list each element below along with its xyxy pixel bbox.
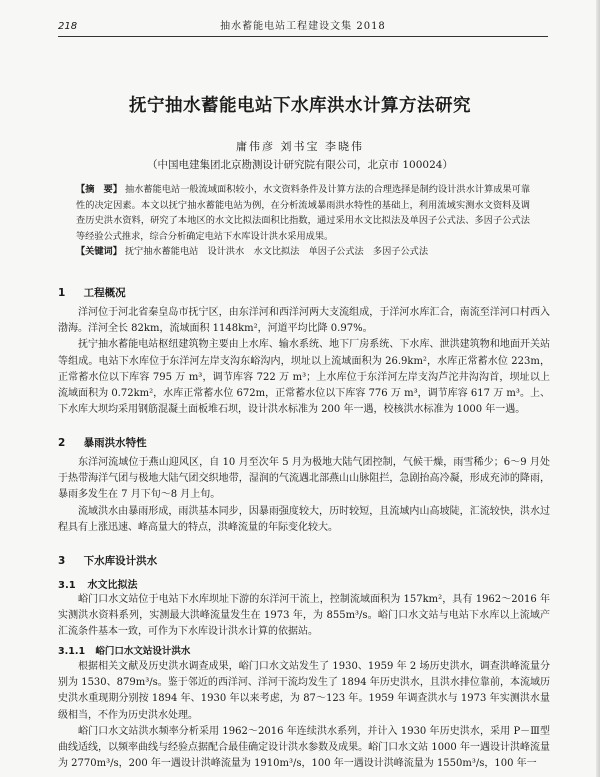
abstract-block	[76, 182, 530, 260]
section-title: 下水库设计洪水	[83, 555, 158, 567]
paragraph: 抚宁抽水蓄能电站枢纽建筑物主要由上水库、输水系统、地下厂房系统、下水库、泄洪建筑物和地面开关站等组成。电站下水库位于东洋河左岸支沟东峪沟内，坝址以上流域面积为 26.9km²，水库正常蓄水位 223m，正常蓄水位以下库容 795 万 m³，调节库容 722 万 m³；上水库位于东洋河左岸支沟芦沱井沟沟首，坝址以上流域面积为 0.72km²，水库正常蓄水位 672m，正常蓄水位以下库容 776 万 m³，调节库容 617 万 m³。上、下水库大坝均采用钢筋混凝土面板堆石坝，设计洪水标准为 200 年一遇，校核洪水标准为 1000 年一遇。	[58, 339, 550, 416]
paragraph: 洋河位于河北省秦皇岛市抚宁区，由东洋河和西洋河两大支流组成，于洋河水库汇合，南流至洋河口村西入渤海。洋河全长 82km，流域面积 1148km²，河道平均比降 0.97%。	[58, 307, 550, 335]
scan-edge-shadow	[596, 0, 600, 777]
subsection-3-1-body	[58, 592, 550, 641]
keywords-label: 【关键词】	[76, 246, 122, 257]
section-number: 3	[58, 555, 66, 567]
section-1-body	[58, 305, 550, 418]
keywords-text: 抚宁抽水蓄能电站 设计洪水 水文比拟法 单因子公式法 多因子公式法	[124, 246, 429, 257]
subsection-title: 水文比拟法	[87, 580, 138, 591]
section-2-body	[58, 455, 550, 536]
journal-name: 抽水蓄能电站工程建设文集 2018	[220, 21, 386, 32]
subsection-title: 峪门口水文站设计洪水	[95, 646, 191, 657]
keywords-paragraph	[76, 244, 530, 260]
section-number: 1	[58, 287, 66, 299]
abstract-label: 【摘 要】	[76, 184, 123, 195]
subsection-3-1-1-body	[58, 659, 550, 772]
section-heading-3	[58, 553, 157, 568]
paragraph: 东洋河流域位于燕山迎风区，自 10 月至次年 5 月为极地大陆气团控制，气候干燥，雨雪稀少；6～9 月处于热带海洋气团与极地大陆气团交织地带，湿润的气流遇北部燕山山脉阻拦，急剧抬高冷凝，形成充沛的降雨，暴雨多发生在 7 月下旬～8 月上旬。	[58, 457, 550, 501]
author-list: 庸伟彦 刘书宝 李晓伟	[236, 140, 364, 153]
abstract-text: 抽水蓄能电站一般流域面积较小，水文资料条件及计算方法的合理选择是制约设计洪水计算成果可靠性的决定因素。本文以抚宁抽水蓄能电站为例，在分析流域暴雨洪水特性的基础上，利用流域实测水文资料及调查历史洪水资料，研究了本地区的水文比拟法面积比指数，通过采用水文比拟法及单因子公式法、多因子公式法等经验公式推求，综合分析确定电站下水库设计洪水采用成果。	[76, 184, 531, 242]
section-heading-2	[58, 435, 147, 450]
subsection-number: 3.1	[58, 580, 76, 591]
paragraph: 峪门口水文站洪水频率分析采用 1962～2016 年连续洪水系列，并计入 1930 年历史洪水，采用 P－Ⅲ型曲线适线，以频率曲线与经验点据配合最佳确定设计洪水参数及成果。峪门口水文站 1000 年一遇设计洪峰流量为 2770m³/s，200 年一遇设计洪峰流量为 1910m³/s，100 年一遇设计洪峰流量为 1550m³/s，100 年一	[58, 725, 550, 770]
running-header	[58, 20, 548, 37]
paragraph: 根据相关文献及历史洪水调查成果，峪门口水文站发生了 1930、1959 年 2 场历史洪水，调查洪峰流量分别为 1530、879m³/s。鉴于邻近的西洋河、洋河干流均发生了 1894 年历史洪水，且洪水排位靠前，本流域历史洪水重现期分别按 1894 年、1930 年以来考虑，为 87～123 年。1959 年调查洪水与 1973 年实测洪水量级相当，不作为历史洪水处理。	[58, 661, 550, 721]
paragraph: 峪门口水文站位于电站下水库坝址下游的东洋河干流上，控制流域面积为 157km²，具有 1962～2016 年实测洪水资料系列，实测最大洪峰流量发生在 1973 年，为 855m³/s。峪门口水文站与电站下水库以上流域产汇流条件基本一致，可作为下水库设计洪水计算的依据站。	[58, 594, 550, 638]
section-title: 工程概况	[83, 287, 126, 299]
subsection-heading-3-1-1	[58, 643, 190, 657]
affiliation: （中国电建集团北京勘测设计研究院有限公司，北京市 100024）	[147, 159, 453, 171]
paper-title: 抚宁抽水蓄能电站下水库洪水计算方法研究	[129, 96, 471, 116]
section-title: 暴雨洪水特性	[83, 437, 147, 449]
page-number: 218	[58, 21, 78, 32]
section-number: 2	[58, 437, 66, 449]
subsection-heading-3-1	[58, 576, 137, 591]
section-heading-1	[58, 285, 126, 300]
abstract-paragraph	[76, 182, 530, 244]
subsection-number: 3.1.1	[58, 646, 86, 657]
paragraph: 流域洪水由暴雨形成，雨洪基本同步，因暴雨强度较大，历时较短，且流域内山高坡陡，汇流较快，洪水过程具有上涨迅速、峰高量大的特点，洪峰流量的年际变化较大。	[58, 505, 550, 533]
